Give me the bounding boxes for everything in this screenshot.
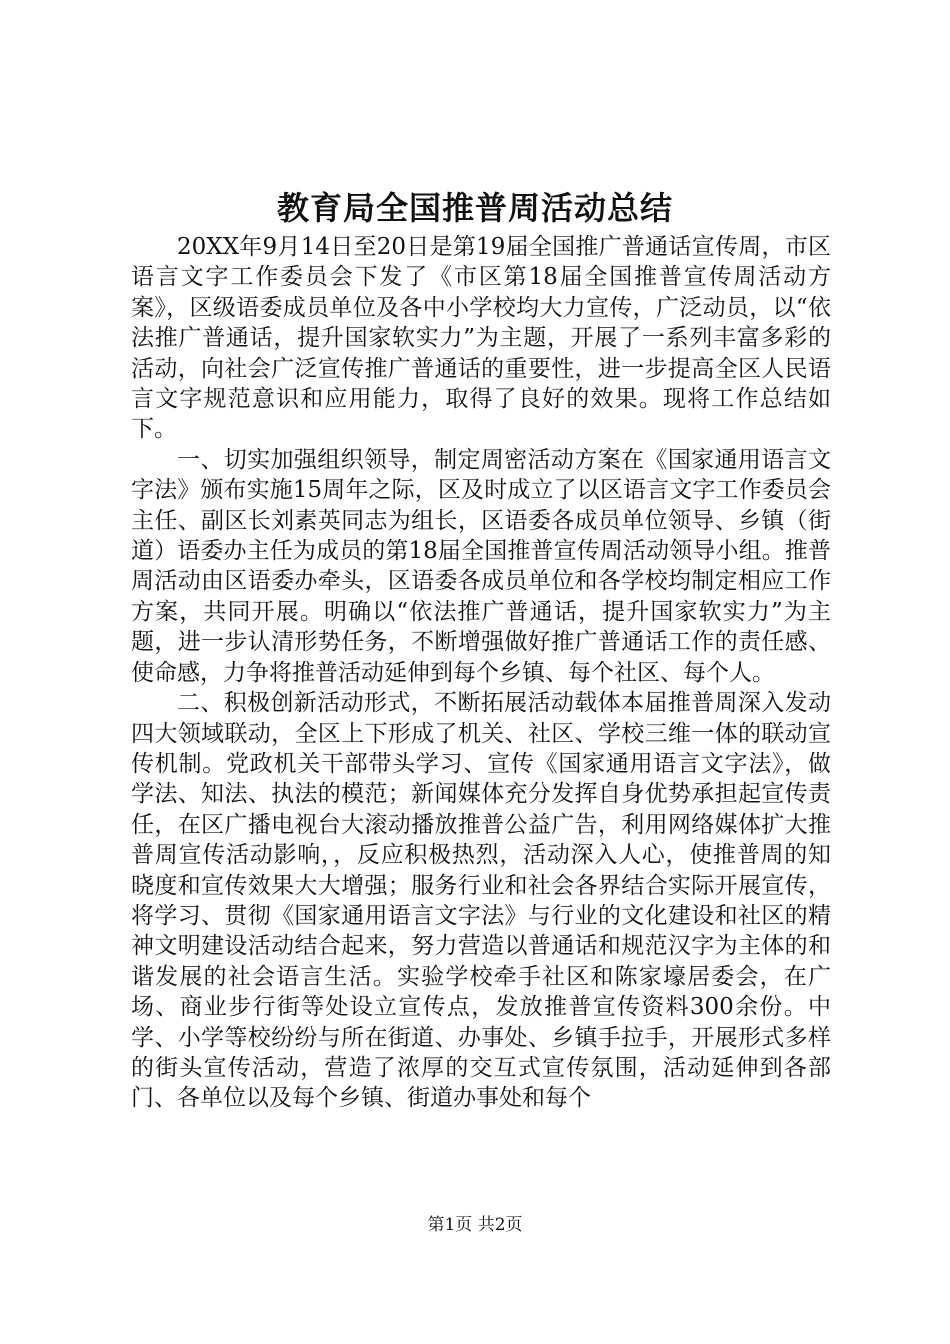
page-number-footer: 第1页 共2页 (427, 1215, 523, 1235)
paragraph-intro: 20XX年9月14日至20日是第19届全国推广普通话宣传周，市区语言文字工作委员会下发了《市区第18届全国推普宣传周活动方案》，区级语委成员单位及各中小学校均大力宣传，广泛动员，以“依法推广普通话，提升国家软实力”为主题，开展了一系列丰富多彩的活动，向社会广泛宣传推广普通话的重要性，进一步提高全区人民语言文字规范意识和应用能力，取得了良好的效果。现将工作总结如下。 (131, 234, 831, 443)
paragraph-section-2: 二、积极创新活动形式，不断拓展活动载体本届推普周深入发动四大领域联动，全区上下形成了机关、社区、学校三维一体的联动宣传机制。党政机关干部带头学习、宣传《国家通用语言文字法》，做学法、知法、执法的模范；新闻媒体充分发挥自身优势承担起宣传责任，在区广播电视台大滚动播放推普公益广告，利用网络媒体扩大推普周宣传活动影响，，反应积极热烈，活动深入人心，使推普周的知晓度和宣传效果大大增强；服务行业和社会各界结合实际开展宣传，将学习、贯彻《国家通用语言文字法》与行业的文化建设和社区的精神文明建设活动结合起来，努力营造以普通话和规范汉字为主体的和谐发展的社会语言生活。实验学校牵手社区和陈家壕居委会，在广场、商业步行街等处设立宣传点，发放推普宣传资料300余份。中学、小学等校纷纷与所在街道、办事处、乡镇手拉手，开展形式多样的街头宣传活动，营造了浓厚的交互式宣传氛围，活动延伸到各部门、各单位以及每个乡镇、街道办事处和每个 (131, 690, 831, 1112)
document-body (131, 232, 831, 1114)
paragraph-section-1: 一、切实加强组织领导，制定周密活动方案在《国家通用语言文字法》颁布实施15周年之际，区及时成立了以区语言文字工作委员会主任、副区长刘素英同志为组长，区语委各成员单位领导、乡镇（街道）语委办主任为成员的第18届全国推普宣传周活动领导小组。推普周活动由区语委办牵头，区语委各成员单位和各学校均制定相应工作方案，共同开展。明确以“依法推广普通话，提升国家软实力”为主题，进一步认清形势任务，不断增强做好推广普通话工作的责任感、使命感，力争将推普活动延伸到每个乡镇、每个社区、每个人。 (131, 446, 831, 686)
document-title: 教育局全国推普周活动总结 (276, 189, 673, 227)
